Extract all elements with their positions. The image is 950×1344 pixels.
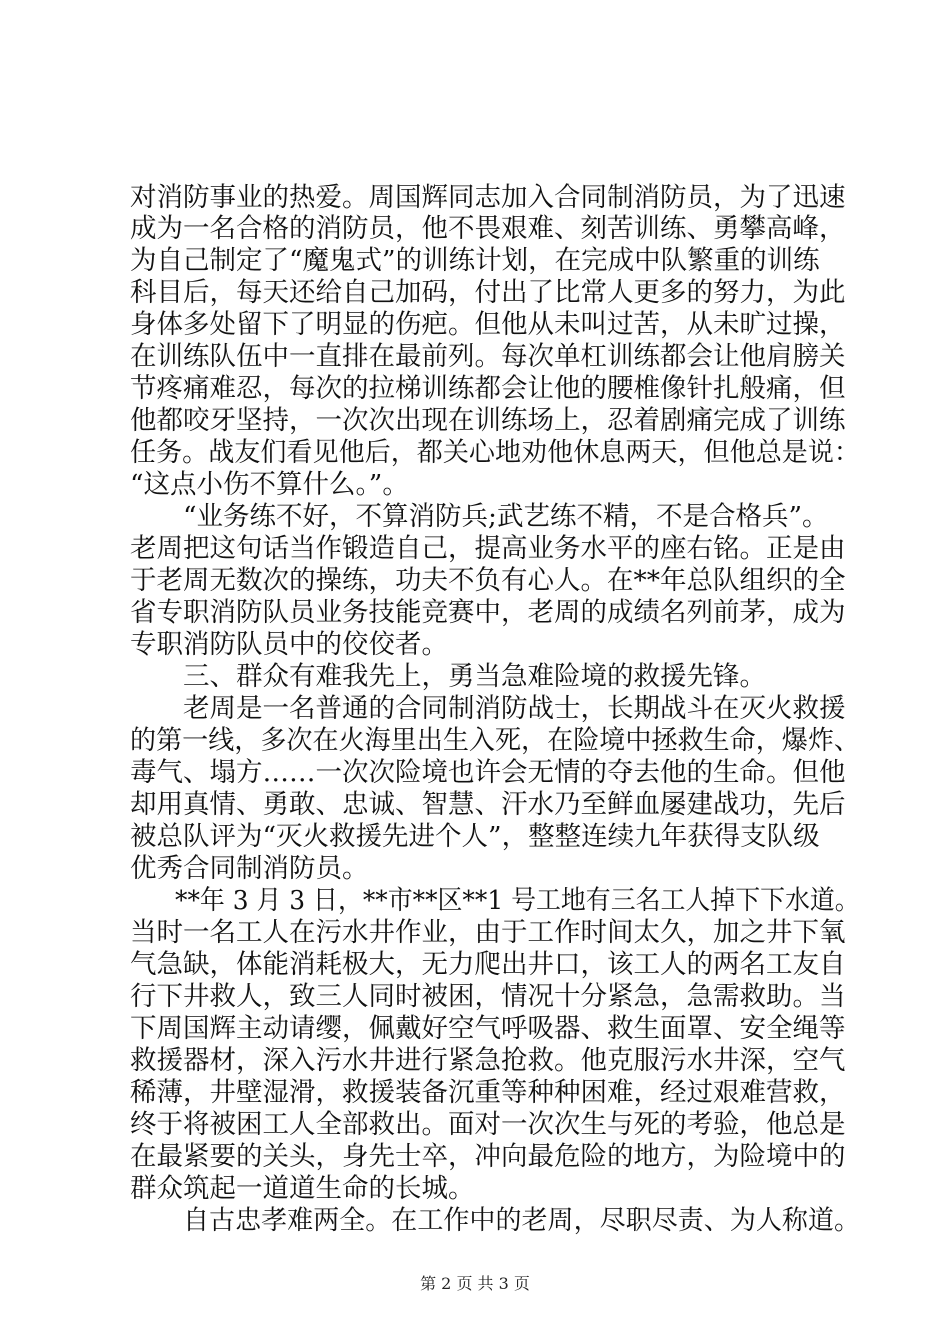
body-line: 成为一名合格的消防员，他不畏艰难、刻苦训练、勇攀高峰， xyxy=(130,213,846,244)
body-line: 专职消防队员中的佼佼者。 xyxy=(130,629,448,660)
body-line: 在最紧要的关头，身先士卒，冲向最危险的地方，为险境中的 xyxy=(130,1141,846,1172)
body-line: 群众筑起一道道生命的长城。 xyxy=(130,1173,475,1204)
body-line: 被总队评为“灭火救援先进个人”，整整连续九年获得支队级 xyxy=(130,821,820,852)
body-line: 对消防事业的热爱。周国辉同志加入合同制消防员，为了迅速 xyxy=(130,182,846,213)
body-line: 稀薄，井壁湿滑，救援装备沉重等种种困难，经过艰难营救， xyxy=(130,1077,846,1108)
paragraph-first-line: **年 3 月 3 日，**市**区**1 号工地有三名工人掉下下水道。 xyxy=(175,885,860,916)
body-line: 气急缺，体能消耗极大，无力爬出井口，该工人的两名工友自 xyxy=(130,949,846,980)
paragraph-first-line: 自古忠孝难两全。在工作中的老周，尽职尽责、为人称道。 xyxy=(183,1205,861,1236)
paragraph-first-line: “业务练不好，不算消防兵;武艺练不精，不是合格兵”。 xyxy=(183,501,829,532)
body-line: 终于将被困工人全部救出。面对一次次生与死的考验，他总是 xyxy=(130,1109,846,1140)
body-line: 毒气、塌方……一次次险境也许会无情的夺去他的生命。但他 xyxy=(130,757,846,788)
body-line: 他都咬牙坚持，一次次出现在训练场上，忍着剧痛完成了训练 xyxy=(130,405,846,436)
body-line: 科目后，每天还给自己加码，付出了比常人更多的努力，为此 xyxy=(130,277,846,308)
body-line: 节疼痛难忍，每次的拉梯训练都会让他的腰椎像针扎般痛，但 xyxy=(130,373,846,404)
body-line: 身体多处留下了明显的伤疤。但他从未叫过苦，从未旷过操， xyxy=(130,309,846,340)
body-line: 优秀合同制消防员。 xyxy=(130,853,369,884)
body-line: 却用真情、勇敢、忠诚、智慧、汗水乃至鲜血屡建战功，先后 xyxy=(130,789,846,820)
body-line: 省专职消防队员业务技能竞赛中，老周的成绩名列前茅，成为 xyxy=(130,597,846,628)
body-line: 救援器材，深入污水井进行紧急抢救。他克服污水井深，空气 xyxy=(130,1045,846,1076)
body-line: 为自己制定了“魔鬼式”的训练计划，在完成中队繁重的训练 xyxy=(130,245,820,276)
paragraph-first-line: 老周是一名普通的合同制消防战士，长期战斗在灭火救援 xyxy=(183,693,846,724)
body-line: “这点小伤不算什么。”。 xyxy=(130,469,409,500)
body-line: 在训练队伍中一直排在最前列。每次单杠训练都会让他肩膀关 xyxy=(130,341,846,372)
section-heading: 三、群众有难我先上，勇当急难险境的救援先锋。 xyxy=(183,661,766,692)
body-line: 老周把这句话当作锻造自己，提高业务水平的座右铭。正是由 xyxy=(130,533,846,564)
body-line: 的第一线，多次在火海里出生入死，在险境中拯救生命，爆炸、 xyxy=(130,725,860,756)
body-line: 行下井救人，致三人同时被困，情况十分紧急，急需救助。当 xyxy=(130,981,846,1012)
body-line: 任务。战友们看见他后，都关心地劝他休息两天，但他总是说： xyxy=(130,437,860,468)
body-line: 下周国辉主动请缨，佩戴好空气呼吸器、救生面罩、安全绳等 xyxy=(130,1013,846,1044)
page-number-footer: 第 2 页 共 3 页 xyxy=(420,1274,530,1293)
body-line: 于老周无数次的操练，功夫不负有心人。在**年总队组织的全 xyxy=(130,565,846,596)
body-line: 当时一名工人在污水井作业，由于工作时间太久，加之井下氧 xyxy=(130,917,846,948)
